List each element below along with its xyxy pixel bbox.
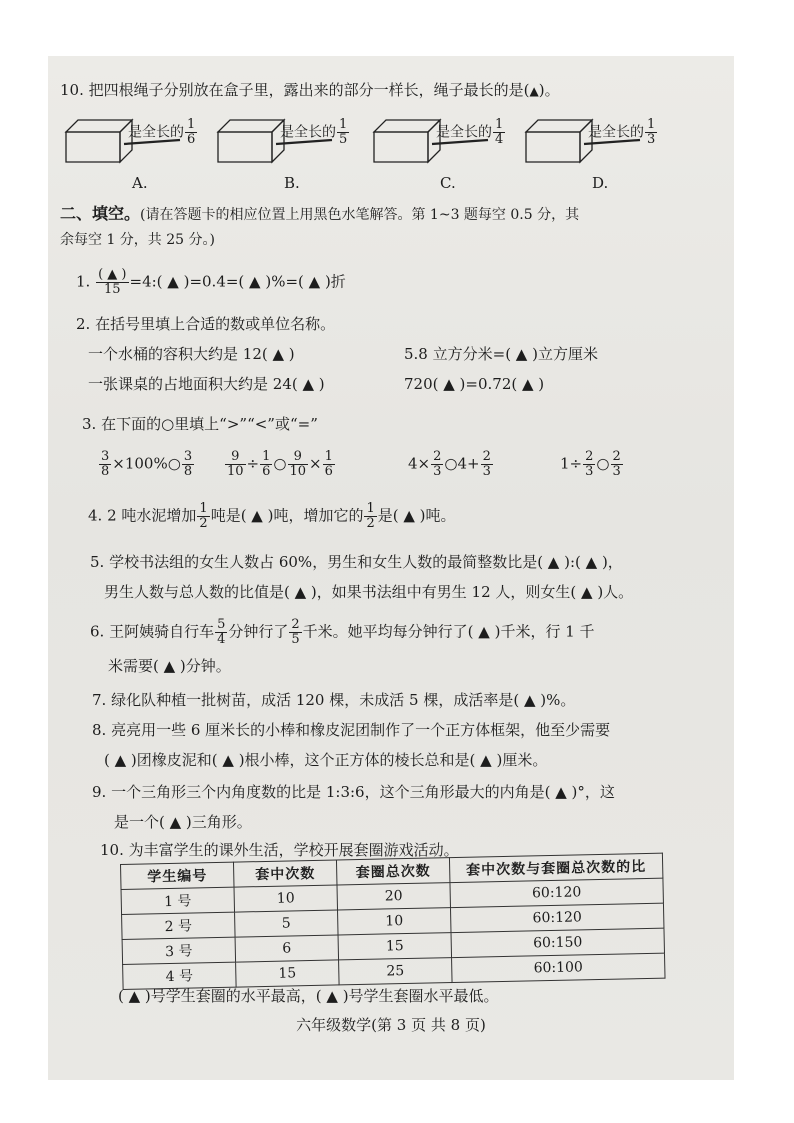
num: 1 — [647, 117, 656, 132]
table-cell: 60:120 — [450, 878, 663, 907]
den: 3 — [647, 132, 656, 147]
section-note-2: 余每空 1 分，共 25 分。) — [60, 232, 215, 248]
question-7: 7. 绿化队种植一批树苗，成活 120 棵，未成活 5 棵，成活率是( ▲ )%。 — [92, 691, 576, 709]
num: 2 — [612, 449, 621, 464]
q2-item-b: 5.8 立方分米=( ▲ )立方厘米 — [404, 345, 598, 363]
q3-e3-op2: ○4+ — [444, 454, 480, 473]
den: 3 — [482, 464, 491, 479]
rope-fraction — [645, 118, 657, 147]
table-cell: 20 — [337, 883, 450, 910]
table-cell: 60:150 — [451, 928, 664, 957]
table-cell: 60:100 — [452, 953, 665, 982]
num: 2 — [482, 449, 491, 464]
frac — [611, 450, 623, 479]
den: 3 — [585, 464, 594, 479]
question-8-line-1: 8. 亮亮用一些 6 厘米长的小棒和橡皮泥团制作了一个正方体框架，他至少需要 — [92, 721, 611, 739]
rope-label — [436, 118, 506, 147]
den: 3 — [612, 464, 621, 479]
den: 4 — [495, 132, 504, 147]
q6-part-c: 千米。她平均每分钟行了( ▲ )千米，行 1 千 — [302, 622, 595, 641]
option-letter: C. — [440, 174, 456, 192]
frac — [225, 450, 246, 479]
q2-item-c: 一张课桌的占地面积大约是 24( ▲ ) — [88, 375, 325, 393]
q3-expr-3 — [408, 450, 494, 479]
option-letter: A. — [132, 174, 148, 192]
question-8-line-2: ( ▲ )团橡皮泥和( ▲ )根小棒，这个正方体的棱长总和是( ▲ )厘米。 — [104, 751, 548, 769]
table-cell: 15 — [338, 933, 451, 960]
q4-part-a: 4. 2 吨水泥增加 — [88, 506, 197, 525]
frac — [323, 450, 335, 479]
question-6-line-1 — [90, 618, 595, 647]
den: 4 — [217, 632, 226, 647]
score-table — [120, 853, 666, 990]
den: 10 — [227, 464, 244, 479]
table-cell: 10 — [338, 908, 451, 935]
den: 5 — [291, 632, 300, 647]
num: 1 — [262, 449, 271, 464]
table-header: 套中次数与套圈总次数的比 — [449, 853, 662, 882]
den: 6 — [324, 464, 333, 479]
rope-fraction — [337, 118, 349, 147]
frac — [215, 618, 227, 647]
rope-label-text: 是全长的 — [280, 124, 336, 141]
num: 1 — [324, 449, 333, 464]
table-cell: 2 号 — [122, 912, 235, 939]
frac — [481, 450, 493, 479]
num: 2 — [291, 617, 300, 632]
frac — [583, 450, 595, 479]
q1-fraction-num: ( ▲ ) — [98, 267, 127, 282]
question-5-line-1: 5. 学校书法组的女生人数占 60%，男生和女生人数的最简整数比是( ▲ ):( ▲ )， — [90, 553, 623, 571]
q3-e4-op1: 1÷ — [560, 454, 583, 473]
question-6-line-2: 米需要( ▲ )分钟。 — [108, 657, 231, 675]
q4-part-c: 是( ▲ )吨。 — [377, 506, 456, 525]
q3-expr-2 — [224, 450, 336, 479]
rope-label-text: 是全长的 — [436, 124, 492, 141]
question-9-line-1: 9. 一个三角形三个内角度数的比是 1:3:6，这个三角形最大的内角是( ▲ )°，这 — [92, 783, 615, 801]
num: 1 — [366, 501, 375, 516]
frac — [197, 502, 209, 531]
q1-fraction — [96, 268, 128, 297]
den: 3 — [433, 464, 442, 479]
num: 1 — [187, 117, 196, 132]
table-header: 学生编号 — [121, 862, 234, 889]
rope-label — [588, 118, 658, 147]
table-cell: 3 号 — [122, 937, 235, 964]
table-cell: 15 — [236, 960, 340, 987]
q1-rest: =4:( ▲ )=0.4=( ▲ )%=( ▲ )折 — [129, 272, 346, 291]
q10-choice-stem — [60, 80, 560, 101]
frac — [182, 450, 194, 479]
q3-e2-circle: ○ — [273, 454, 287, 473]
q3-e2-op2: × — [309, 454, 322, 473]
table-cell: 6 — [235, 935, 339, 962]
den: 2 — [366, 516, 375, 531]
frac — [289, 618, 301, 647]
q1-number: 1. — [76, 272, 91, 291]
num: 1 — [339, 117, 348, 132]
question-1 — [76, 268, 346, 297]
den: 2 — [199, 516, 208, 531]
den: 10 — [289, 464, 307, 479]
frac — [99, 450, 111, 479]
den: 6 — [187, 132, 196, 147]
rope-label-text: 是全长的 — [588, 124, 644, 141]
q2-item-d: 720( ▲ )=0.72( ▲ ) — [404, 375, 545, 393]
rope-label — [128, 118, 198, 147]
q3-expr-1 — [98, 450, 195, 479]
den: 8 — [101, 464, 110, 479]
table-cell: 5 — [235, 910, 339, 937]
question-4 — [88, 502, 456, 531]
q2-item-a: 一个水桶的容积大约是 12( ▲ ) — [88, 345, 295, 363]
num: 3 — [101, 449, 110, 464]
question-5-line-2: 男生人数与总人数的比值是( ▲ )，如果书法组中有男生 12 人，则女生( ▲ )人。 — [104, 583, 634, 601]
num: 3 — [183, 449, 193, 464]
question-3-title: 3. 在下面的○里填上“>”“<”或“=” — [82, 415, 318, 433]
table-cell: 25 — [339, 958, 452, 985]
q4-part-b: 吨是( ▲ )吨，增加它的 — [210, 506, 364, 525]
table-cell: 4 号 — [123, 962, 236, 989]
question-10-answer-line: ( ▲ )号学生套圈的水平最高，( ▲ )号学生套圈水平最低。 — [118, 987, 499, 1005]
rope-label-text: 是全长的 — [128, 124, 184, 141]
num: 9 — [288, 450, 309, 465]
option-letter: D. — [592, 174, 609, 192]
num: 2 — [433, 449, 442, 464]
q3-expr-4 — [560, 450, 624, 479]
answer-blank: ▲ — [529, 84, 539, 98]
den: 6 — [262, 464, 271, 479]
table-header: 套中次数 — [233, 860, 337, 887]
frac — [431, 450, 443, 479]
table-cell: 1 号 — [121, 887, 234, 914]
den: 5 — [339, 132, 348, 147]
rope-fraction — [493, 118, 505, 147]
section-note-1: (请在答题卡的相应位置上用黑色水笔解答。第 1~3 题每空 0.5 分，其 — [140, 207, 580, 223]
q3-e1-op: ×100%○ — [112, 454, 181, 473]
num: 1 — [199, 501, 208, 516]
q10-choice-text: 10. 把四根绳子分别放在盒子里，露出来的部分一样长，绳子最长的是( — [60, 81, 530, 99]
num: 9 — [225, 450, 246, 465]
num: 2 — [585, 449, 594, 464]
frac — [288, 450, 309, 479]
frac — [260, 450, 272, 479]
num: 5 — [217, 617, 226, 632]
rope-label — [280, 118, 350, 147]
table-cell: 10 — [234, 885, 338, 912]
page-footer: 六年级数学(第 3 页 共 8 页) — [296, 1016, 486, 1034]
rope-fraction — [185, 118, 197, 147]
q1-fraction-den: 15 — [104, 282, 121, 297]
q3-e3-op1: 4× — [408, 454, 431, 473]
question-10-title: 10. 为丰富学生的课外生活，学校开展套圈游戏活动。 — [100, 841, 459, 859]
frac — [364, 502, 376, 531]
q6-part-a: 6. 王阿姨骑自行车 — [90, 622, 215, 641]
q3-e2-op1: ÷ — [246, 454, 260, 473]
den: 8 — [183, 464, 193, 479]
q10-choice-close: )。 — [538, 81, 560, 99]
question-9-line-2: 是一个( ▲ )三角形。 — [114, 813, 252, 831]
q6-part-b: 分钟行了 — [228, 622, 289, 641]
num: 1 — [495, 117, 504, 132]
exam-page — [48, 56, 734, 1080]
q3-e4-circle: ○ — [596, 454, 610, 473]
table-cell: 60:120 — [450, 903, 663, 932]
section-title: 二、填空。 — [60, 204, 141, 223]
section-2-heading — [60, 204, 579, 225]
table-header: 套圈总次数 — [336, 858, 449, 885]
question-2-title: 2. 在括号里填上合适的数或单位名称。 — [76, 315, 336, 333]
option-letter: B. — [284, 174, 300, 192]
